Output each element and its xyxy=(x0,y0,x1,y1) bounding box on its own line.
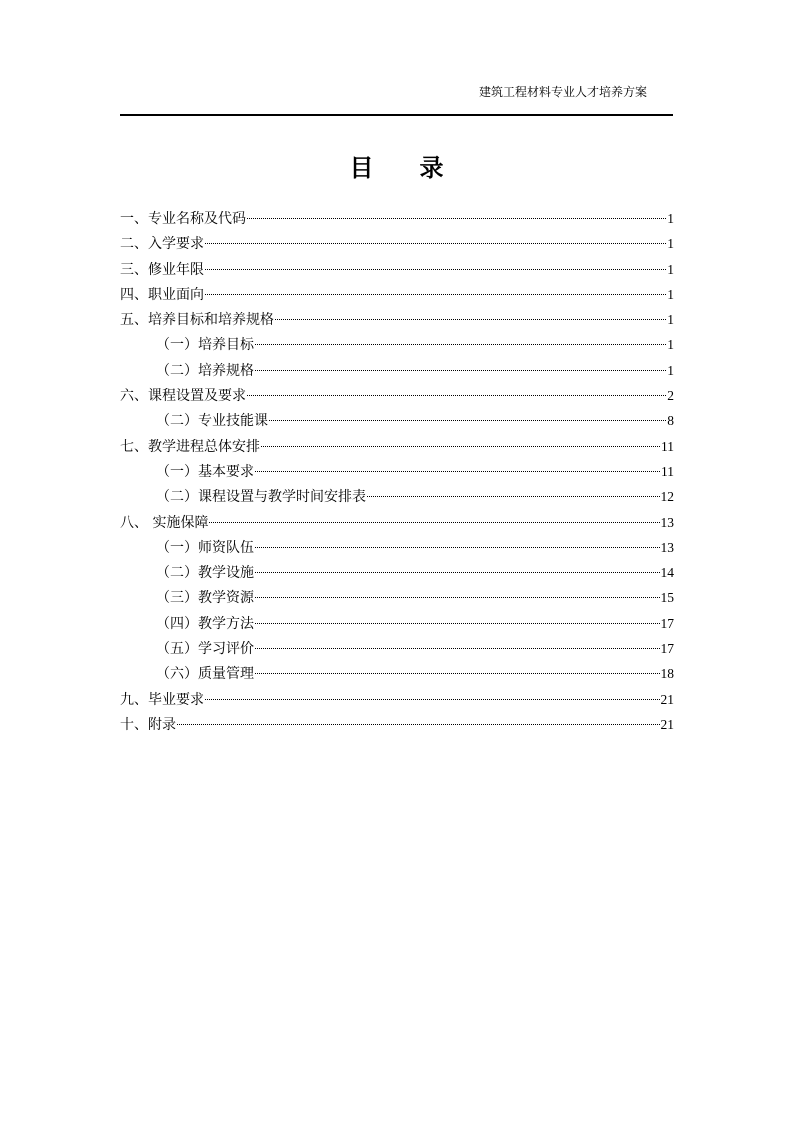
toc-title-char-2: 录 xyxy=(419,154,444,182)
toc-page-number: 14 xyxy=(660,565,674,581)
toc-page-number: 12 xyxy=(660,489,674,505)
toc-entry-duration[interactable] xyxy=(120,257,674,282)
toc-dot-leader xyxy=(177,724,660,725)
toc-dot-leader xyxy=(255,623,660,624)
toc-entry-methods[interactable] xyxy=(120,611,674,636)
toc-dot-leader xyxy=(255,547,660,548)
toc-dot-leader xyxy=(255,344,666,345)
toc-entry-curriculum[interactable] xyxy=(120,383,674,408)
toc-entry-label: （一）师资队伍 xyxy=(156,539,254,556)
toc-page-number: 15 xyxy=(660,590,674,606)
toc-entry-implementation[interactable] xyxy=(120,510,674,535)
toc-page-number: 1 xyxy=(667,211,674,226)
toc-dot-leader xyxy=(205,699,660,700)
toc-title-char-1: 目 xyxy=(349,154,374,182)
toc-page-number: 11 xyxy=(661,438,674,454)
toc-dot-leader xyxy=(247,395,666,396)
toc-entry-graduation[interactable] xyxy=(120,687,674,712)
toc-page-number: 18 xyxy=(660,666,674,682)
toc-entry-label: （三）教学资源 xyxy=(156,590,254,607)
header-rule xyxy=(120,114,673,116)
toc-entry-label: （二）教学设施 xyxy=(156,565,254,582)
toc-dot-leader xyxy=(247,218,666,219)
toc-page-number: 1 xyxy=(667,261,674,277)
toc-entry-major-name[interactable] xyxy=(120,206,674,231)
toc-dot-leader xyxy=(205,294,666,295)
toc-entry-label: （一）基本要求 xyxy=(156,463,254,480)
toc-page-number: 8 xyxy=(667,413,674,429)
toc-list xyxy=(120,206,674,737)
toc-page-number: 1 xyxy=(667,236,674,252)
toc-page-number: 1 xyxy=(667,312,674,328)
running-header: 建筑工程材料专业人才培养方案 xyxy=(478,85,647,99)
toc-dot-leader xyxy=(261,446,660,447)
toc-entry-objectives-specs[interactable] xyxy=(120,307,674,332)
toc-dot-leader xyxy=(367,496,660,497)
toc-page-number: 17 xyxy=(660,641,674,657)
toc-entry-label: （二）专业技能课 xyxy=(156,413,268,430)
toc-entry-label: （四）教学方法 xyxy=(156,615,254,632)
toc-entry-facilities[interactable] xyxy=(120,560,674,585)
toc-entry-label: 十、附录 xyxy=(120,716,176,733)
toc-entry-label: （一）培养目标 xyxy=(156,337,254,354)
toc-page-number: 13 xyxy=(660,514,674,530)
toc-entry-label: 八、 实施保障 xyxy=(120,514,209,531)
toc-page-number: 11 xyxy=(661,463,674,479)
toc-entry-label: 五、培养目标和培养规格 xyxy=(120,312,274,329)
toc-entry-specs[interactable] xyxy=(120,358,674,383)
toc-dot-leader xyxy=(275,319,666,320)
toc-entry-label: 四、职业面向 xyxy=(120,286,204,303)
toc-page-number: 1 xyxy=(667,337,674,353)
toc-entry-label: （六）质量管理 xyxy=(156,666,254,683)
toc-entry-objectives[interactable] xyxy=(120,332,674,357)
toc-entry-admission[interactable] xyxy=(120,231,674,256)
toc-dot-leader xyxy=(209,522,659,523)
toc-entry-label: 九、毕业要求 xyxy=(120,691,204,708)
toc-dot-leader xyxy=(255,648,660,649)
toc-entry-label: 一、专业名称及代码 xyxy=(120,211,246,227)
toc-entry-label: 二、入学要求 xyxy=(120,236,204,253)
toc-entry-skill-courses[interactable] xyxy=(120,408,674,433)
toc-entry-label: （二）课程设置与教学时间安排表 xyxy=(156,489,366,506)
toc-dot-leader xyxy=(255,673,660,674)
toc-entry-assessment[interactable] xyxy=(120,636,674,661)
toc-entry-basic-requirements[interactable] xyxy=(120,459,674,484)
toc-page-number: 1 xyxy=(667,286,674,302)
toc-entry-label: 七、教学进程总体安排 xyxy=(120,438,260,455)
toc-page-number: 21 xyxy=(660,716,674,732)
toc-entry-label: （二）培养规格 xyxy=(156,362,254,379)
toc-entry-faculty[interactable] xyxy=(120,535,674,560)
toc-entry-quality[interactable] xyxy=(120,661,674,686)
toc-entry-resources[interactable] xyxy=(120,585,674,610)
toc-dot-leader xyxy=(269,420,666,421)
toc-page-number: 21 xyxy=(660,691,674,707)
toc-entry-career[interactable] xyxy=(120,282,674,307)
toc-dot-leader xyxy=(255,370,666,371)
toc-entry-label: 六、课程设置及要求 xyxy=(120,388,246,405)
toc-dot-leader xyxy=(205,269,666,270)
toc-entry-label: （五）学习评价 xyxy=(156,641,254,658)
toc-entry-course-timetable[interactable] xyxy=(120,484,674,509)
toc-entry-appendix[interactable] xyxy=(120,712,674,737)
toc-title xyxy=(0,152,793,184)
toc-dot-leader xyxy=(255,471,660,472)
toc-dot-leader xyxy=(255,597,660,598)
toc-page-number: 17 xyxy=(660,615,674,631)
toc-page-number: 13 xyxy=(660,539,674,555)
toc-dot-leader xyxy=(205,243,666,244)
toc-dot-leader xyxy=(255,572,660,573)
toc-page-number: 1 xyxy=(667,362,674,378)
toc-entry-teaching-schedule[interactable] xyxy=(120,434,674,459)
toc-page-number: 2 xyxy=(667,388,674,404)
toc-entry-label: 三、修业年限 xyxy=(120,261,204,278)
